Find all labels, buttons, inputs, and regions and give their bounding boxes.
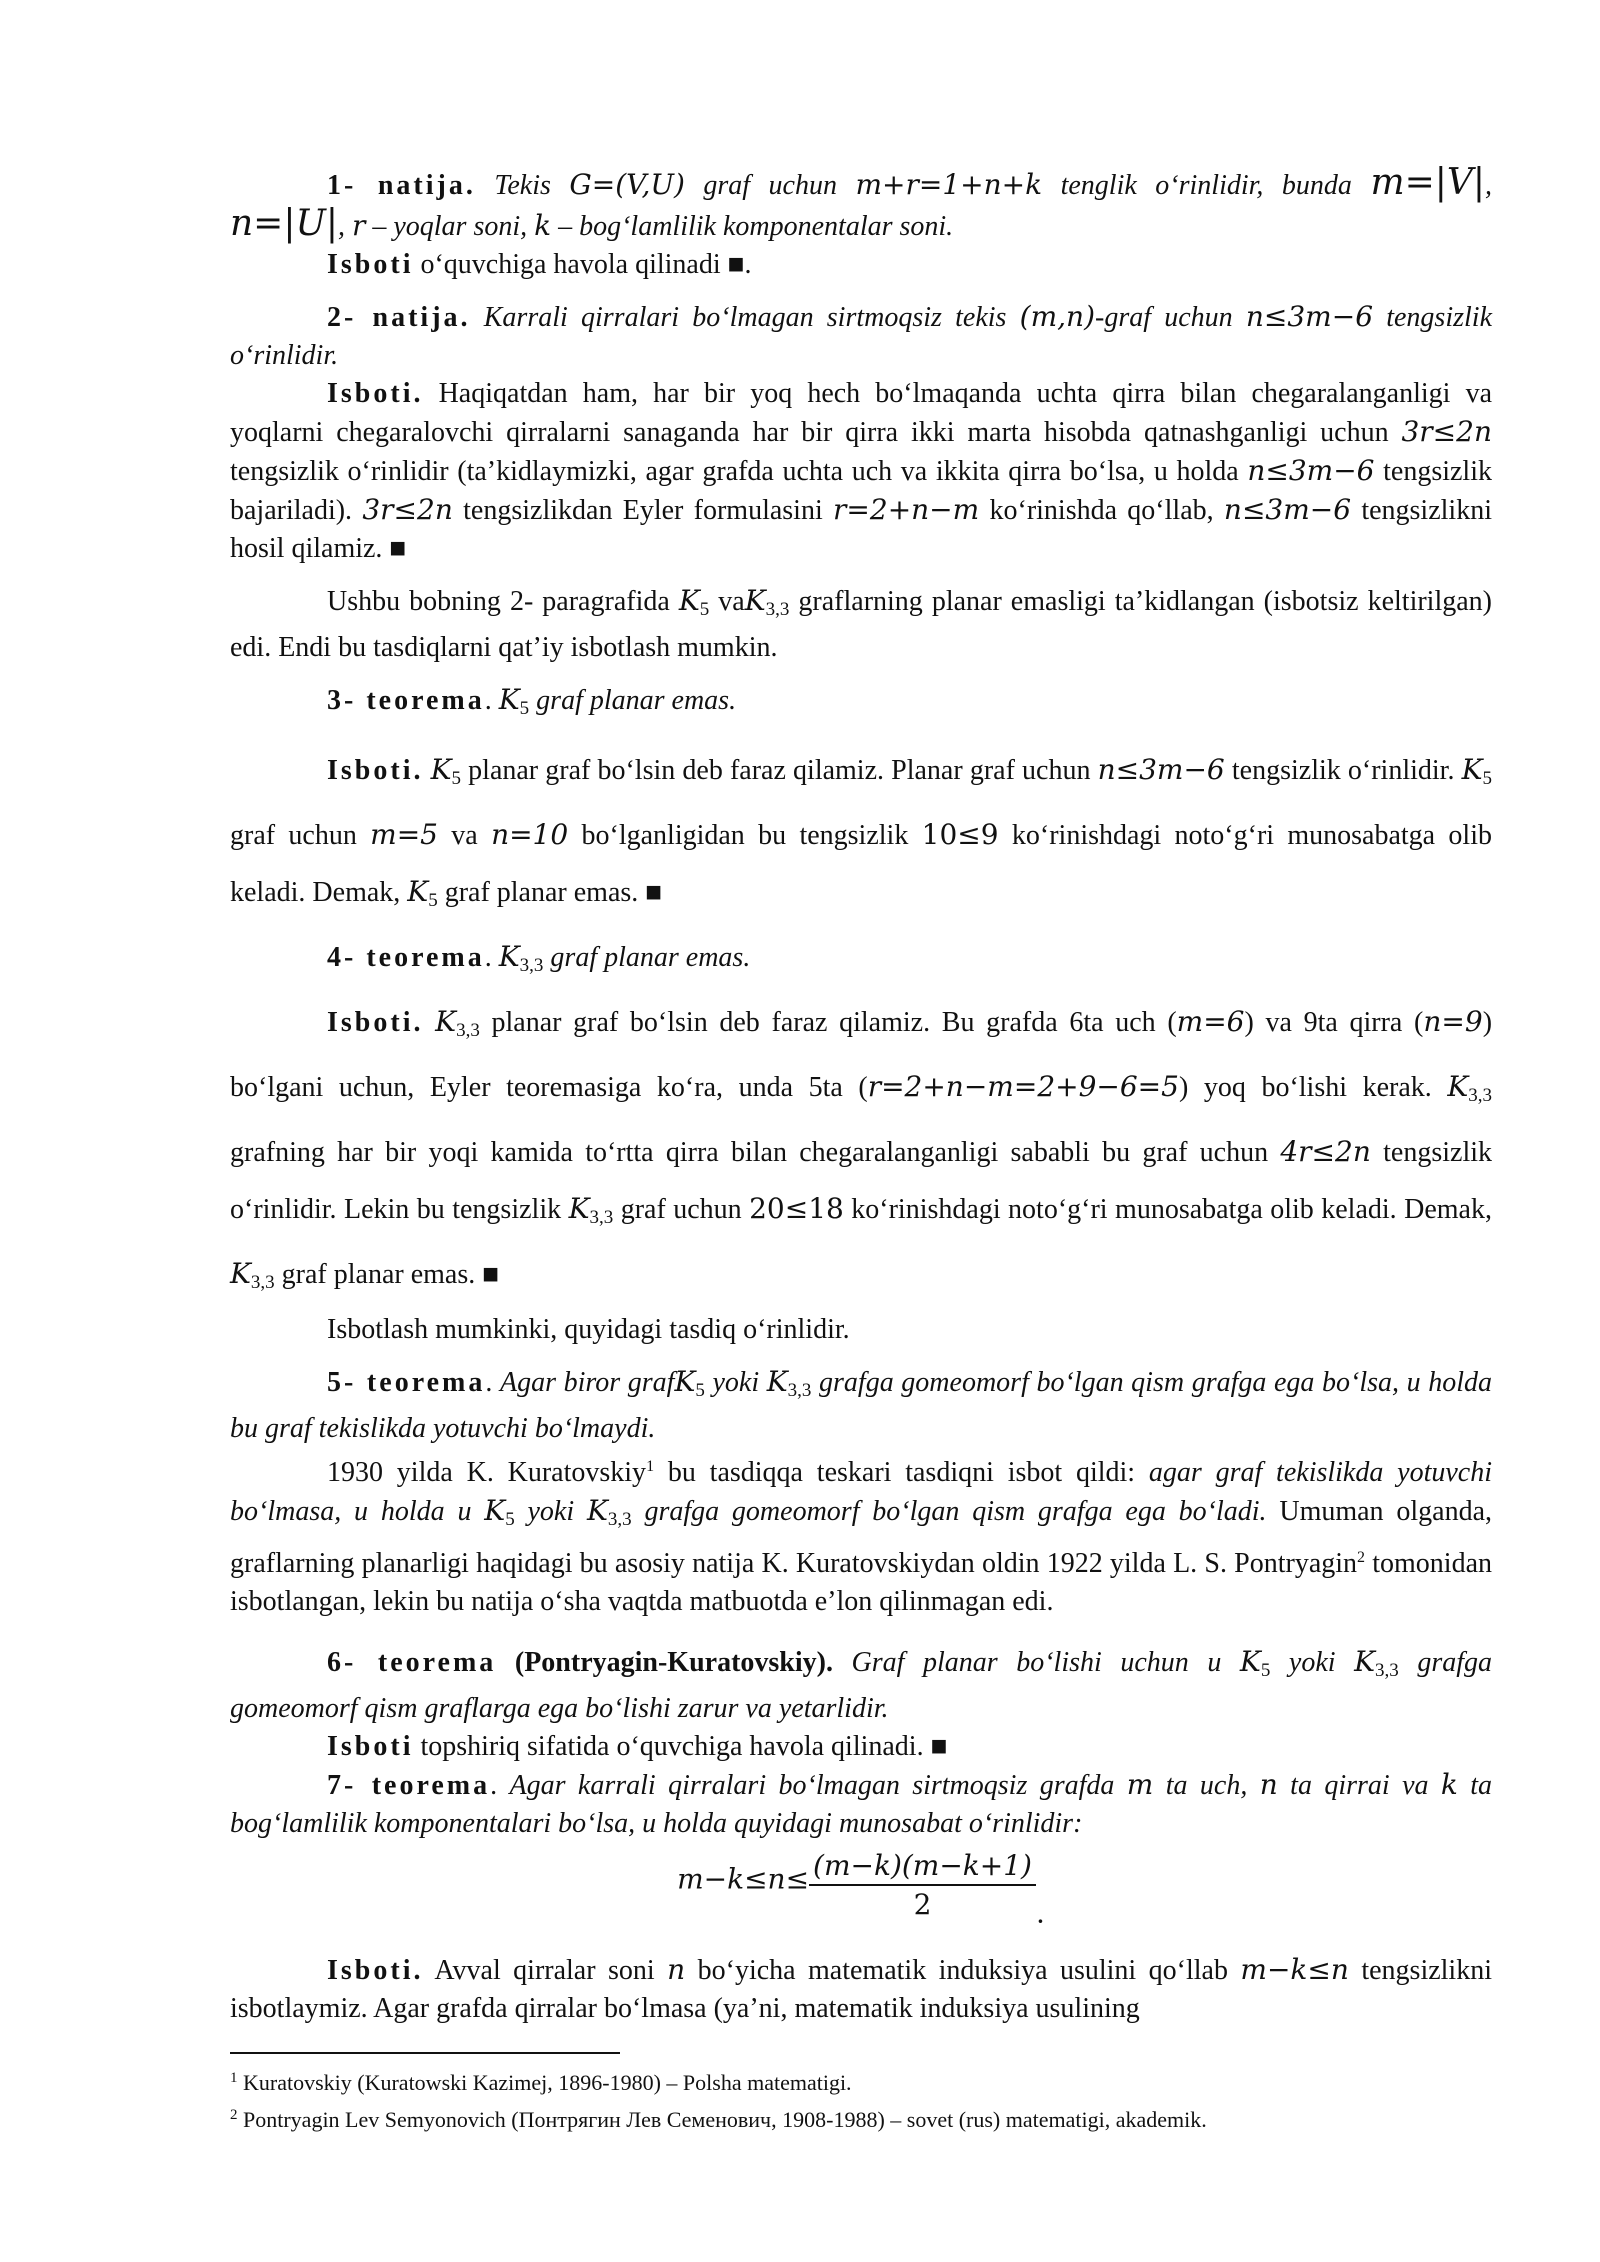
theorem-7: 7- teorema. Agar karrali qirralari bo‘lmagan sirtmoqsiz grafda m ta uch, n ta qirrai va k ta bog‘lamlilik komponentalari bo‘lsa, u holda quyidagi munosabat o‘rinlidir: [230,1768,1493,1839]
theorem-3: 3- teorema. $K_5$ graf planar emas. [327,683,737,719]
corollary-2-label: 2- natija. [327,302,471,333]
proof-label: Isboti. [327,1955,424,1986]
footnote-1: $^1$ Kuratovskiy (Kuratowski Kazimej, 1896-1980) – Polsha matematigi. [230,2070,852,2095]
corollary-1: 1- natija. Tekis G=(V,U) graf uchun m+r=1+n+k tenglik o‘rinlidir, bunda m=|V|, n=|U|, r – yoqlar soni, k – bog‘lamlilik komponentalar soni. [230,162,1492,244]
proof-7: Isboti. Avval qirralar soni n bo‘yicha matematik induksiya usulini qo‘llab m−k≤n tengsizlikni isbotlaymiz. Agar grafda qirralar bo‘lmasa (ya’ni, matematik induksiya usulining [230,1953,1492,2024]
theorem-6: 6- teorema (Pontryagin-Kuratovskiy). Graf planar bo‘lishi uchun u $K_5$ yoki $K_{3,3}$ grafga gomeomorf qism graflarga ega bo‘lishi zarur va yetarlidir. [230,1645,1493,1724]
formula-denominator: 2 [913,1888,932,1921]
theorem-7-formula: m−k≤n≤ $\frac{(m-k)(m-k+1)}{2}$ . [677,1849,1045,1930]
transition-sentence: Isbotlash mumkinki, quyidagi tasdiq o‘rinlidir. [327,1314,850,1345]
proof-label: Isboti [327,1731,414,1762]
theorem-7-label: 7- teorema [327,1770,491,1801]
formula-left: m−k≤n≤ [677,1862,810,1896]
footnote-ref-1[interactable]: 1 [646,1458,655,1475]
proof-1: Isboti o‘quvchiga havola qilinadi ■. [327,249,752,280]
theorem-4: 4- teorema. $K_{3,3}$ graf planar emas. [327,940,751,976]
theorem-3-label: 3- teorema [327,685,485,716]
theorem-6-label: 6- teorema [327,1647,497,1678]
page-body [230,164,1492,2028]
kuratowski-paragraph: 1930 yilda K. Kuratovskiy$^1$ bu tasdiqqa teskari tasdiqni isbot qildi: agar graf tekislikda yotuvchi bo‘lmasa, u holda u $K_5$ yoki $K_{3,3}$ grafga gomeomorf bo‘lgan qism grafga ega bo‘ladi. Umuman olganda, graflarning planarligi haqidagi bu asosiy natija K. Kuratovskiydan oldin 1922 yilda L. S. Pontryagin$^2$ tomonidan isbotlangan, lekin bu natija o‘sha vaqtda matbuotda e’lon qilinmagan edi. [230,1457,1493,1617]
theorem-4-label: 4- teorema [327,942,485,973]
footnote-2: $^2$ Pontryagin Lev Semyonovich (Понтрягин Лев Семенович, 1908-1988) – sovet (rus) matematigi, akademik. [230,2107,1207,2132]
proof-2: Isboti. Haqiqatdan ham, har bir yoq hech bo‘lmaqanda uchta qirra bilan chegaralanganligi va yoqlarni chegaralovchi qirralarni sanaganda har bir qirra ikki marta hisobda qatnashganligi uchun 3r≤2n tengsizlik o‘rinlidir (ta’kidlaymizki, agar grafda uchta uch va ikkita qirra bo‘lsa, u holda n≤3m−6 tengsizlik bajariladi). 3r≤2n tengsizlikdan Eyler formulasini r=2+n−m ko‘rinishda qo‘llab, n≤3m−6 tengsizlikni hosil qilamiz. ■ [230,378,1492,564]
intro-paragraph: Ushbu bobning 2- paragrafida $K_5$ vaK$_{3,3}$ graflarning planar emasligi ta’kidlangan (isbotsiz keltirilgan) edi. Endi bu tasdiqlarni qat’iy isbotlash mumkin. [230,584,1492,663]
footnote-divider [230,2052,620,2054]
corollary-2: 2- natija. Karrali qirralari bo‘lmagan sirtmoqsiz tekis (m,n)-graf uchun n≤3m−6 tengsizlik o‘rinlidir. [230,300,1492,371]
footnote-ref-2[interactable]: 2 [1357,1549,1366,1566]
proof-label: Isboti. [327,378,424,409]
formula-numerator: (m−k)(m−k+1) [809,1849,1036,1886]
proof-3: Isboti. $K_5$ planar graf bo‘lsin deb faraz qilamiz. Planar graf uchun n≤3m−6 tengsizlik o‘rinlidir. $K_5$ graf uchun m=5 va n=10 bo‘lganligidan bu tengsizlik 10≤9 ko‘rinishdagi noto‘g‘ri munosabatga olib keladi. Demak, $K_5$ graf planar emas. ■ [230,753,1493,911]
proof-label: Isboti. [327,755,424,786]
proof-4: Isboti. $K_{3,3}$ planar graf bo‘lsin deb faraz qilamiz. Bu grafda 6ta uch (m=6) va 9ta qirra (n=9) bo‘lgani uchun, Eyler teoremasiga ko‘ra, unda 5ta (r=2+n−m=2+9−6=5) yoq bo‘lishi kerak. $K_{3,3}$ grafning har bir yoqi kamida to‘rtta qirra bilan chegaralanganligi sababli bu graf uchun 4r≤2n tengsizlik o‘rinlidir. Lekin bu tengsizlik $K_{3,3}$ graf uchun 20≤18 ko‘rinishdagi noto‘g‘ri munosabatga olib keladi. Demak, $K_{3,3}$ graf planar emas. ■ [230,1005,1493,1293]
formula-fraction [809,1849,1036,1921]
corollary-1-label: 1- natija. [327,170,476,201]
proof-6: Isboti topshiriq sifatida o‘quvchiga havola qilinadi. ■ [327,1731,948,1762]
theorem-5: 5- teorema. Agar biror grafK$_5$ yoki $K_{3,3}$ grafga gomeomorf bo‘lgan qism grafga ega bo‘lsa, u holda bu graf tekislikda yotuvchi bo‘lmaydi. [230,1365,1493,1444]
proof-label: Isboti [327,249,414,280]
footnotes [230,2062,1492,2136]
theorem-5-label: 5- teorema [327,1367,486,1398]
proof-label: Isboti. [327,1007,424,1038]
